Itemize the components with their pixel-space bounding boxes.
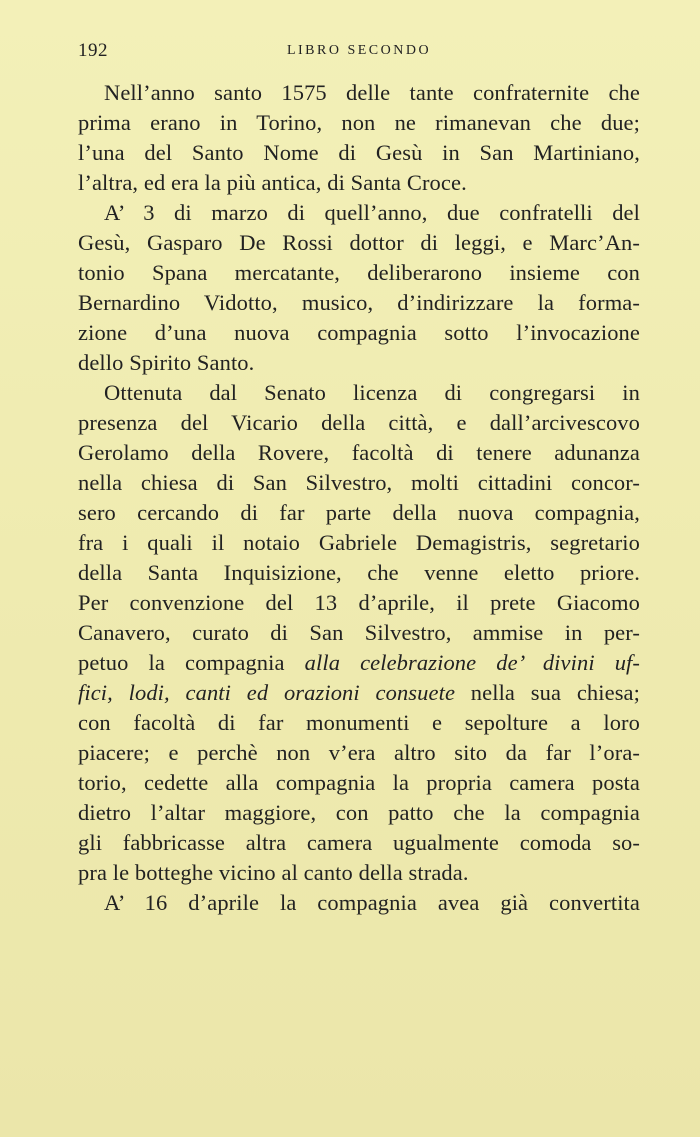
text-line: torio, cedette alla compagnia la propria camera posta — [78, 770, 640, 795]
page-header — [78, 40, 640, 64]
text-line: gli fabbricasse altra camera ugualmente comoda so- — [78, 830, 640, 855]
text-line: fici, lodi, canti ed orazioni consuete nella sua chiesa; — [78, 680, 640, 705]
body-text — [78, 78, 640, 918]
text-line: presenza del Vicario della città, e dall’arcivescovo — [78, 410, 640, 435]
text-line: dello Spirito Santo. — [78, 350, 255, 375]
text-line: Nell’anno santo 1575 delle tante confraternite che — [104, 80, 640, 105]
text-line: nella chiesa di San Silvestro, molti cittadini concor- — [78, 470, 640, 495]
running-head: LIBRO SECONDO — [286, 43, 432, 58]
text-line: l’altra, ed era la più antica, di Santa Croce. — [78, 170, 467, 195]
text-line: Per convenzione del 13 d’aprile, il prete Giacomo — [78, 590, 640, 615]
text-line: prima erano in Torino, non ne rimanevan che due; — [78, 110, 640, 135]
text-line: Bernardino Vidotto, musico, d’indirizzare la forma- — [78, 290, 640, 315]
text-line: Ottenuta dal Senato licenza di congregarsi in — [104, 380, 640, 405]
text-line: tonio Spana mercatante, deliberarono insieme con — [78, 260, 640, 285]
text-line: l’una del Santo Nome di Gesù in San Martiniano, — [78, 140, 640, 165]
text-line: Gesù, Gasparo De Rossi dottor di leggi, e Marc’An- — [78, 230, 640, 255]
text-line: A’ 16 d’aprile la compagnia avea già convertita — [104, 890, 640, 915]
text-line: sero cercando di far parte della nuova compagnia, — [78, 500, 640, 525]
text-line: A’ 3 di marzo di quell’anno, due confratelli del — [104, 200, 640, 225]
page-number: 192 — [78, 40, 108, 61]
text-line: Canavero, curato di San Silvestro, ammise in per- — [78, 620, 640, 645]
text-line: Gerolamo della Rovere, facoltà di tenere adunanza — [78, 440, 640, 465]
text-line: piacere; e perchè non v’era altro sito da far l’ora- — [78, 740, 640, 765]
text-line: petuo la compagnia alla celebrazione de’ divini uf- — [78, 650, 640, 675]
italic-phrase: fici, lodi, canti ed orazioni consuete — [78, 680, 456, 705]
text-line: fra i quali il notaio Gabriele Demagistris, segretario — [78, 530, 640, 555]
italic-phrase: alla celebrazione de’ divini uf- — [304, 650, 640, 675]
text-line: zione d’una nuova compagnia sotto l’invocazione — [78, 320, 640, 345]
text-line: della Santa Inquisizione, che venne eletto priore. — [78, 560, 640, 585]
text-line: pra le botteghe vicino al canto della strada. — [78, 860, 469, 885]
text-line: con facoltà di far monumenti e sepolture a loro — [78, 710, 640, 735]
text-line: dietro l’altar maggiore, con patto che la compagnia — [78, 800, 640, 825]
